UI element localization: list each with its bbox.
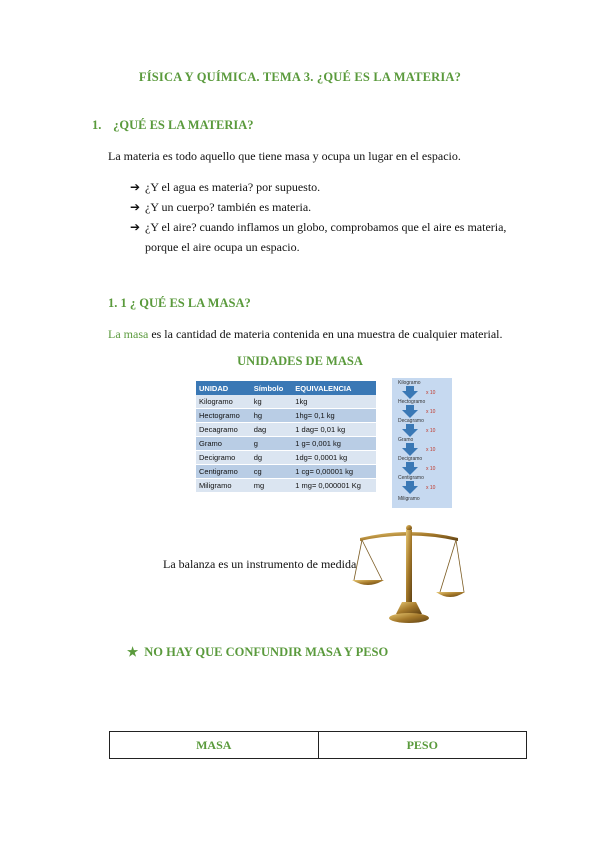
list-item [130, 217, 530, 257]
cell-equivalence: 1 g= 0,001 kg [292, 437, 376, 451]
ladder-factor: x 10 [426, 390, 436, 396]
materia-definition: La materia es todo aquello que tiene masa y ocupa un lugar en el espacio. [108, 149, 461, 163]
arrow-bullet-icon: ➔ [130, 200, 141, 214]
down-arrow-icon [402, 448, 418, 456]
ladder-factor: x 10 [426, 428, 436, 434]
list-item [130, 197, 530, 217]
down-arrow-icon [402, 429, 418, 437]
table-row [110, 732, 527, 759]
cell-equivalence: 1 cg= 0,00001 kg [292, 465, 376, 479]
table-row [196, 437, 376, 451]
ladder-label: Decigramo [398, 456, 423, 462]
cell-symbol: cg [251, 465, 293, 479]
table-row [196, 395, 376, 409]
ladder-label: Hectogramo [398, 399, 426, 405]
table-row [196, 409, 376, 423]
cell-unit: Kilogramo [196, 395, 251, 409]
star-icon: ★ [127, 645, 139, 659]
scale-column [406, 530, 412, 602]
ladder-label: Gramo [398, 437, 414, 443]
table-row [196, 451, 376, 465]
cell-unit: Gramo [196, 437, 251, 451]
ladder-factor: x 10 [426, 485, 436, 491]
masa-peso-table [109, 731, 527, 759]
cell-symbol: dag [251, 423, 293, 437]
section-masa-peso-heading [127, 644, 388, 660]
cell-equivalence: 1hg= 0,1 kg [292, 409, 376, 423]
masa-definition-text: es la cantidad de materia contenida en una muestra de cualquier material. [148, 327, 503, 341]
arrow-bullet-icon: ➔ [130, 180, 141, 194]
column-peso: PESO [318, 732, 527, 759]
cell-unit: Decigramo [196, 451, 251, 465]
down-arrow-icon [402, 486, 418, 494]
cell-symbol: mg [251, 479, 293, 493]
section-1-heading [92, 118, 254, 133]
cell-equivalence: 1 dag= 0,01 kg [292, 423, 376, 437]
cell-symbol: g [251, 437, 293, 451]
table-row [196, 479, 376, 493]
list-item [130, 177, 530, 197]
header-simbolo: Símbolo [251, 381, 293, 395]
mass-units-figure [196, 378, 456, 508]
page-title: FÍSICA Y QUÍMICA. TEMA 3. ¿QUÉ ES LA MATERIA? [138, 70, 462, 84]
cell-equivalence: 1kg [292, 395, 376, 409]
materia-examples-list [130, 177, 530, 257]
scale-base [389, 613, 429, 623]
ladder-factor: x 10 [426, 409, 436, 415]
table-row [196, 423, 376, 437]
cell-unit: Centigramo [196, 465, 251, 479]
down-arrow-icon [402, 410, 418, 418]
table-row [196, 465, 376, 479]
units-title: UNIDADES DE MASA [237, 354, 363, 368]
column-masa: MASA [110, 732, 319, 759]
balanza-caption: La balanza es un instrumento de medida [163, 557, 357, 571]
example-aire: ¿Y el aire? cuando inflamos un globo, comprobamos que el aire es materia, porque el aire ocupa un espacio. [145, 220, 507, 254]
conversion-ladder [392, 378, 452, 508]
masa-definition [108, 327, 502, 342]
down-arrow-icon [402, 391, 418, 399]
balance-scale-image [352, 522, 466, 626]
scale-right-pan [436, 592, 465, 597]
cell-equivalence: 1 mg= 0,000001 Kg [292, 479, 376, 493]
cell-unit: Miligramo [196, 479, 251, 493]
section-1-number: 1. [92, 118, 102, 132]
example-agua: ¿Y el agua es materia? por supuesto. [145, 180, 321, 194]
masa-term: La masa [108, 327, 149, 341]
example-cuerpo: ¿Y un cuerpo? también es materia. [145, 200, 312, 214]
cell-symbol: hg [251, 409, 293, 423]
ladder-label: Miligramo [398, 496, 420, 502]
mass-units-table [196, 381, 376, 493]
cell-symbol: dg [251, 451, 293, 465]
cell-symbol: kg [251, 395, 293, 409]
ladder-label: Decagramo [398, 418, 424, 424]
ladder-factor: x 10 [426, 466, 436, 472]
ladder-label: Kilogramo [398, 380, 421, 386]
masa-peso-title: NO HAY QUE CONFUNDIR MASA Y PESO [144, 645, 389, 659]
cell-equivalence: 1dg= 0,0001 kg [292, 451, 376, 465]
scale-left-pan [352, 580, 384, 585]
cell-unit: Hectogramo [196, 409, 251, 423]
ladder-label: Centigramo [398, 475, 424, 481]
cell-unit: Decagramo [196, 423, 251, 437]
down-arrow-icon [402, 467, 418, 475]
ladder-factor: x 10 [426, 447, 436, 453]
section-1-title: ¿QUÉ ES LA MATERIA? [113, 118, 254, 132]
header-equivalencia: EQUIVALENCIA [292, 381, 376, 395]
section-1-1-heading: 1. 1 ¿ QUÉ ES LA MASA? [108, 296, 251, 310]
arrow-bullet-icon: ➔ [130, 220, 141, 234]
header-unidad: UNIDAD [196, 381, 251, 395]
